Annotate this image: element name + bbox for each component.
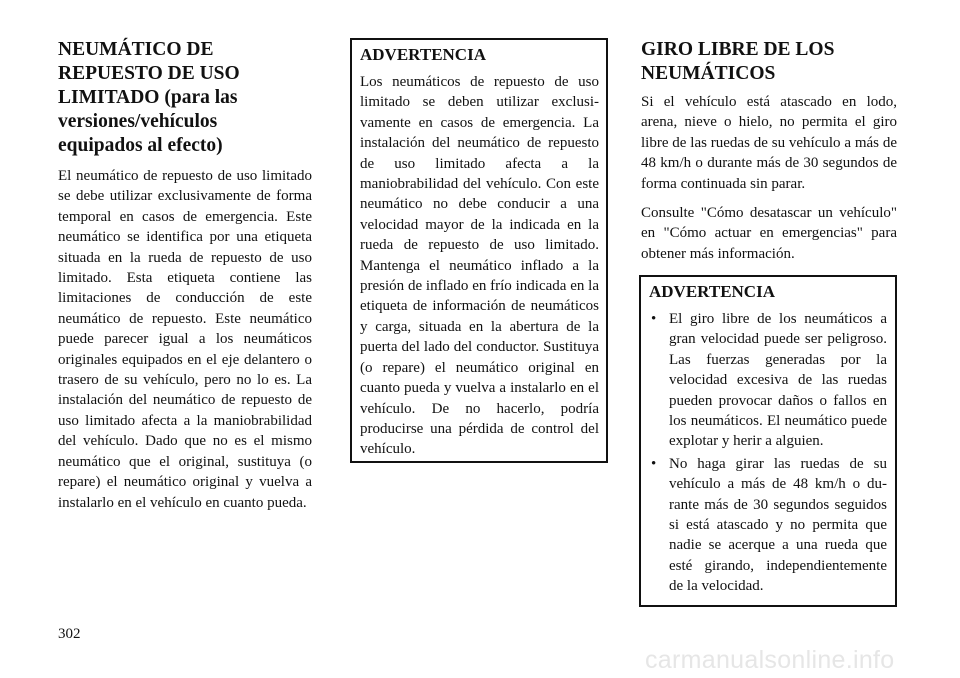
left-column xyxy=(58,38,312,513)
free-spin-heading: GIRO LIBRE DE LOS NEUMÁTICOS xyxy=(641,39,835,84)
warning-body: Los neumáticos de repuesto de uso limitado se deben utilizar exclusivamente en casos de emergencia. La instalación del neumático de repuesto de uso limitado afecta a la maniobrabilidad del vehículo. Con este neumático no debe conducir a una velocidad mayor de la indicada en la rueda de repuesto de uso limitado. Mantenga el neumático inflado a la presión de inflado en frío indicada en la etiqueta de información de neumáticos y carga, situada en la abertura de la puerta del lado del conductor. Sustituya (o repare) el neumático original en cuanto pueda y vuelva a instalarlo en el vehículo. De no hacerlo, podría producirse una pérdida de control del vehículo. xyxy=(360,74,599,458)
spare-tire-body: El neumático de repuesto de uso limitado se debe utilizar exclusivamente de forma temporal en casos de emergencia. Este neumático se identifica por una etiqueta situada en la rueda de repuesto de uso limitado. Esta etiqueta contiene las limitaciones de conducción de este neumático de repuesto. Este neumático puede parecer igual a los neumáticos originales equipados en el eje delantero o trasero de su vehículo, pero no lo es. La instalación del neumático de repuesto de uso limitado afecta a la maniobrabilidad del vehículo. Dado que no es el mismo neumático que el original, sustituya (o repare) el neumático original y vuelva a instalarlo en el vehículo en cuanto pueda. xyxy=(58,168,312,511)
watermark-text: carmanualsonline.info xyxy=(645,646,895,674)
spare-tire-warning-box xyxy=(350,38,608,463)
free-spin-warning-list xyxy=(649,309,887,597)
spare-tire-heading: NEUMÁTICO DE REPUESTO DE USO LIMITADO (para las versiones/vehículos equipados al efecto) xyxy=(58,39,240,156)
free-spin-warning-title: ADVERTENCIA xyxy=(649,282,775,301)
right-column xyxy=(641,38,897,264)
free-spin-paragraph-2: Consulte "Cómo desatascar un vehículo" en "Cómo actuar en emergencias" para obtener más información. xyxy=(641,205,897,262)
free-spin-warning-item-2: • No haga girar las ruedas de su vehículo a más de 48 km/h o durante más de 30 segundos seguidos si está atascado y no permita que nadie se acerque a una rueda que esté girando, independientemente de la velocidad. xyxy=(649,454,887,597)
page-number: 302 xyxy=(58,626,81,642)
warning-title: ADVERTENCIA xyxy=(360,45,486,64)
free-spin-paragraph-1: Si el vehículo está atascado en lodo, arena, nieve o hielo, no permita el giro libre de las ruedas de su vehículo a más de 48 km/h o durante más de 30 segundos de forma continuada sin parar. xyxy=(641,94,897,192)
free-spin-warning-box xyxy=(639,275,897,607)
free-spin-warning-item-1: • El giro libre de los neumáticos a gran velocidad puede ser peligroso. Las fuerzas generadas por la velocidad excesiva de las ruedas pueden provocar daños o fallos en los neumáticos. El neumático puede explotar y herir a alguien. xyxy=(649,309,887,452)
